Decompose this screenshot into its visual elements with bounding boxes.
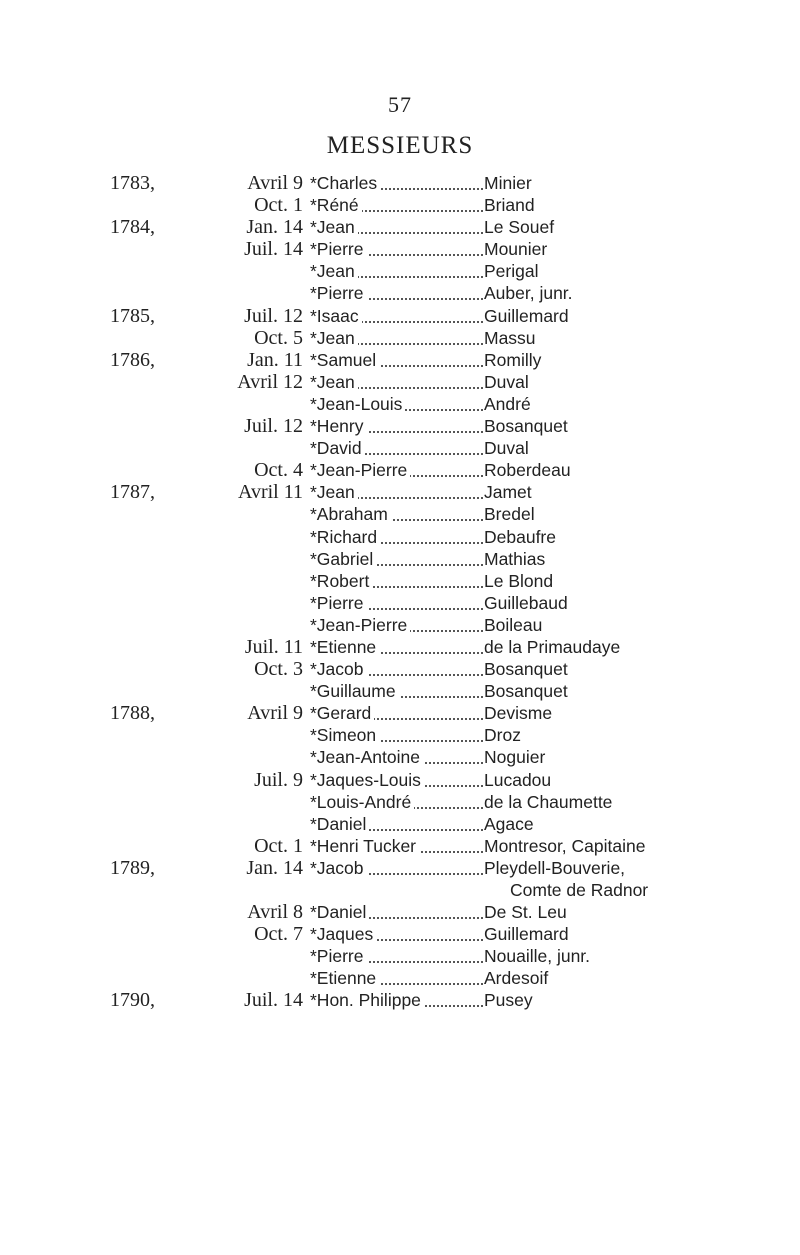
roster-row — [0, 393, 800, 415]
surname: Debaufre — [484, 526, 556, 547]
given-name: *Henri Tucker — [310, 835, 483, 857]
surname: Bosanquet — [484, 659, 568, 680]
roster-row — [0, 813, 800, 835]
given-name: *David — [310, 437, 483, 459]
roster-row — [0, 415, 800, 437]
roster-row — [0, 835, 800, 857]
given-name: *Jean — [310, 216, 483, 238]
roster-row — [0, 459, 800, 481]
roster-row — [0, 371, 800, 393]
given-name: *Etienne — [310, 967, 483, 989]
surname: Bosanquet — [484, 416, 568, 437]
surname: Devisme — [484, 703, 553, 724]
roster-row — [0, 614, 800, 636]
surname: Agace — [484, 813, 534, 834]
surname: Minier — [484, 173, 532, 193]
admission-month-day: Juil. 14 — [244, 989, 303, 1012]
roster-row — [0, 967, 800, 989]
admission-month-day: Oct. 5 — [254, 326, 303, 349]
admission-month-day: Oct. 3 — [254, 658, 303, 681]
roster-row — [0, 570, 800, 592]
surname: Bredel — [484, 504, 535, 525]
given-name: *Jaques-Louis — [310, 769, 483, 791]
surname: Mathias — [484, 548, 546, 569]
given-name: *Daniel — [310, 901, 483, 923]
surname: De St. Leu — [484, 902, 567, 923]
given-name: *Jean-Pierre — [310, 614, 483, 636]
given-name: *Charles — [310, 172, 483, 194]
admission-year: 1786, — [110, 348, 155, 371]
given-name: *Jaques — [310, 923, 483, 945]
roster-row — [0, 879, 800, 901]
roster-row — [0, 503, 800, 525]
given-name: *Jean-Antoine — [310, 746, 483, 768]
surname: Massu — [484, 327, 536, 348]
given-name: *Jacob — [310, 857, 483, 879]
roster-row — [0, 548, 800, 570]
admission-month-day: Jan. 11 — [247, 348, 303, 371]
roster-row — [0, 282, 800, 304]
surname: Pleydell-Bouverie, — [484, 857, 626, 878]
surname: Ardesoif — [484, 968, 549, 989]
surname: Comte de Radnor — [510, 880, 649, 900]
surname: Duval — [484, 371, 529, 392]
surname: Romilly — [484, 349, 542, 370]
given-name: *Pierre — [310, 592, 483, 614]
given-name: *Richard — [310, 526, 483, 548]
roster-row — [0, 680, 800, 702]
given-name: *Louis-André — [310, 791, 483, 813]
roster-row — [0, 216, 800, 238]
page-number: 57 — [388, 92, 412, 117]
admission-year: 1785, — [110, 304, 155, 327]
admission-month-day: Avril 12 — [237, 370, 303, 393]
admission-month-day: Avril 9 — [247, 702, 303, 725]
given-name: *Simeon — [310, 724, 483, 746]
surname: Le Blond — [484, 570, 554, 591]
admission-month-day: Oct. 1 — [254, 834, 303, 857]
surname: Nouaille, junr. — [484, 946, 591, 967]
given-name: *Etienne — [310, 636, 483, 658]
admission-year: 1790, — [110, 989, 155, 1012]
surname: Mounier — [484, 239, 548, 260]
roster-row — [0, 636, 800, 658]
roster-row — [0, 724, 800, 746]
admission-month-day: Avril 8 — [247, 901, 303, 924]
surname: Roberdeau — [484, 460, 571, 481]
admission-month-day: Oct. 1 — [254, 194, 303, 217]
given-name: *Réné — [310, 194, 483, 216]
roster-row — [0, 526, 800, 548]
given-name: *Daniel — [310, 813, 483, 835]
given-name: *Abraham — [310, 503, 483, 525]
member-roster — [0, 172, 800, 1012]
given-name: *Hon. Philippe — [310, 989, 483, 1011]
surname: Le Souef — [484, 217, 555, 238]
admission-year: 1788, — [110, 702, 155, 725]
roster-row — [0, 238, 800, 260]
surname: Guillebaud — [484, 592, 568, 613]
given-name: *Pierre — [310, 238, 483, 260]
surname: Guillemard — [484, 305, 569, 326]
surname: Bosanquet — [484, 681, 568, 702]
surname: de la Chaumette — [484, 791, 613, 812]
admission-month-day: Juil. 12 — [244, 415, 303, 438]
given-name: *Samuel — [310, 349, 483, 371]
surname: Lucadou — [484, 769, 552, 790]
surname: Briand — [484, 195, 535, 216]
admission-month-day: Juil. 14 — [244, 238, 303, 261]
given-name: *Isaac — [310, 305, 483, 327]
surname: Pusey — [484, 990, 533, 1011]
surname: Guillemard — [484, 924, 569, 945]
roster-row — [0, 327, 800, 349]
roster-row — [0, 791, 800, 813]
roster-row — [0, 481, 800, 503]
admission-month-day: Avril 9 — [247, 172, 303, 194]
admission-month-day: Jan. 14 — [246, 216, 303, 239]
admission-month-day: Oct. 4 — [254, 459, 303, 482]
given-name: *Gabriel — [310, 548, 483, 570]
roster-row — [0, 592, 800, 614]
roster-row — [0, 945, 800, 967]
surname: Montresor, Capitaine — [484, 835, 646, 856]
given-name: *Jacob — [310, 658, 483, 680]
admission-year: 1787, — [110, 481, 155, 504]
roster-row — [0, 260, 800, 282]
roster-row — [0, 172, 800, 194]
given-name: *Jean — [310, 260, 483, 282]
given-name: *Pierre — [310, 945, 483, 967]
surname: Jamet — [484, 482, 532, 503]
admission-month-day: Juil. 9 — [254, 768, 303, 791]
roster-row — [0, 349, 800, 371]
surname: André — [484, 393, 531, 414]
admission-year: 1784, — [110, 216, 155, 239]
roster-row — [0, 702, 800, 724]
surname: Boileau — [484, 614, 543, 635]
roster-row — [0, 769, 800, 791]
given-name: *Jean-Pierre — [310, 459, 483, 481]
admission-month-day: Jan. 14 — [246, 856, 303, 879]
roster-row — [0, 746, 800, 768]
admission-month-day: Juil. 11 — [244, 635, 303, 658]
surname: Auber, junr. — [484, 283, 573, 304]
given-name: *Henry — [310, 415, 483, 437]
given-name: *Gerard — [310, 702, 483, 724]
roster-row — [0, 989, 800, 1011]
roster-row — [0, 923, 800, 945]
roster-row — [0, 857, 800, 879]
surname: de la Primaudaye — [484, 636, 621, 657]
given-name: *Pierre — [310, 282, 483, 304]
surname: Perigal — [484, 261, 539, 282]
given-name: *Guillaume — [310, 680, 483, 702]
given-name: *Jean — [310, 481, 483, 503]
admission-year: 1783, — [110, 172, 155, 194]
roster-row — [0, 194, 800, 216]
admission-month-day: Oct. 7 — [254, 923, 303, 946]
admission-month-day: Avril 11 — [238, 481, 303, 504]
given-name: *Robert — [310, 570, 483, 592]
admission-month-day: Juil. 12 — [244, 304, 303, 327]
roster-row — [0, 305, 800, 327]
given-name: *Jean — [310, 327, 483, 349]
admission-year: 1789, — [110, 856, 155, 879]
roster-row — [0, 437, 800, 459]
surname: Duval — [484, 438, 529, 459]
roster-row — [0, 901, 800, 923]
page-heading: MESSIEURS — [326, 132, 474, 159]
given-name: *Jean — [310, 371, 483, 393]
surname: Noguier — [484, 747, 546, 768]
given-name: *Jean-Louis — [310, 393, 483, 415]
surname: Droz — [484, 725, 521, 746]
roster-row — [0, 658, 800, 680]
